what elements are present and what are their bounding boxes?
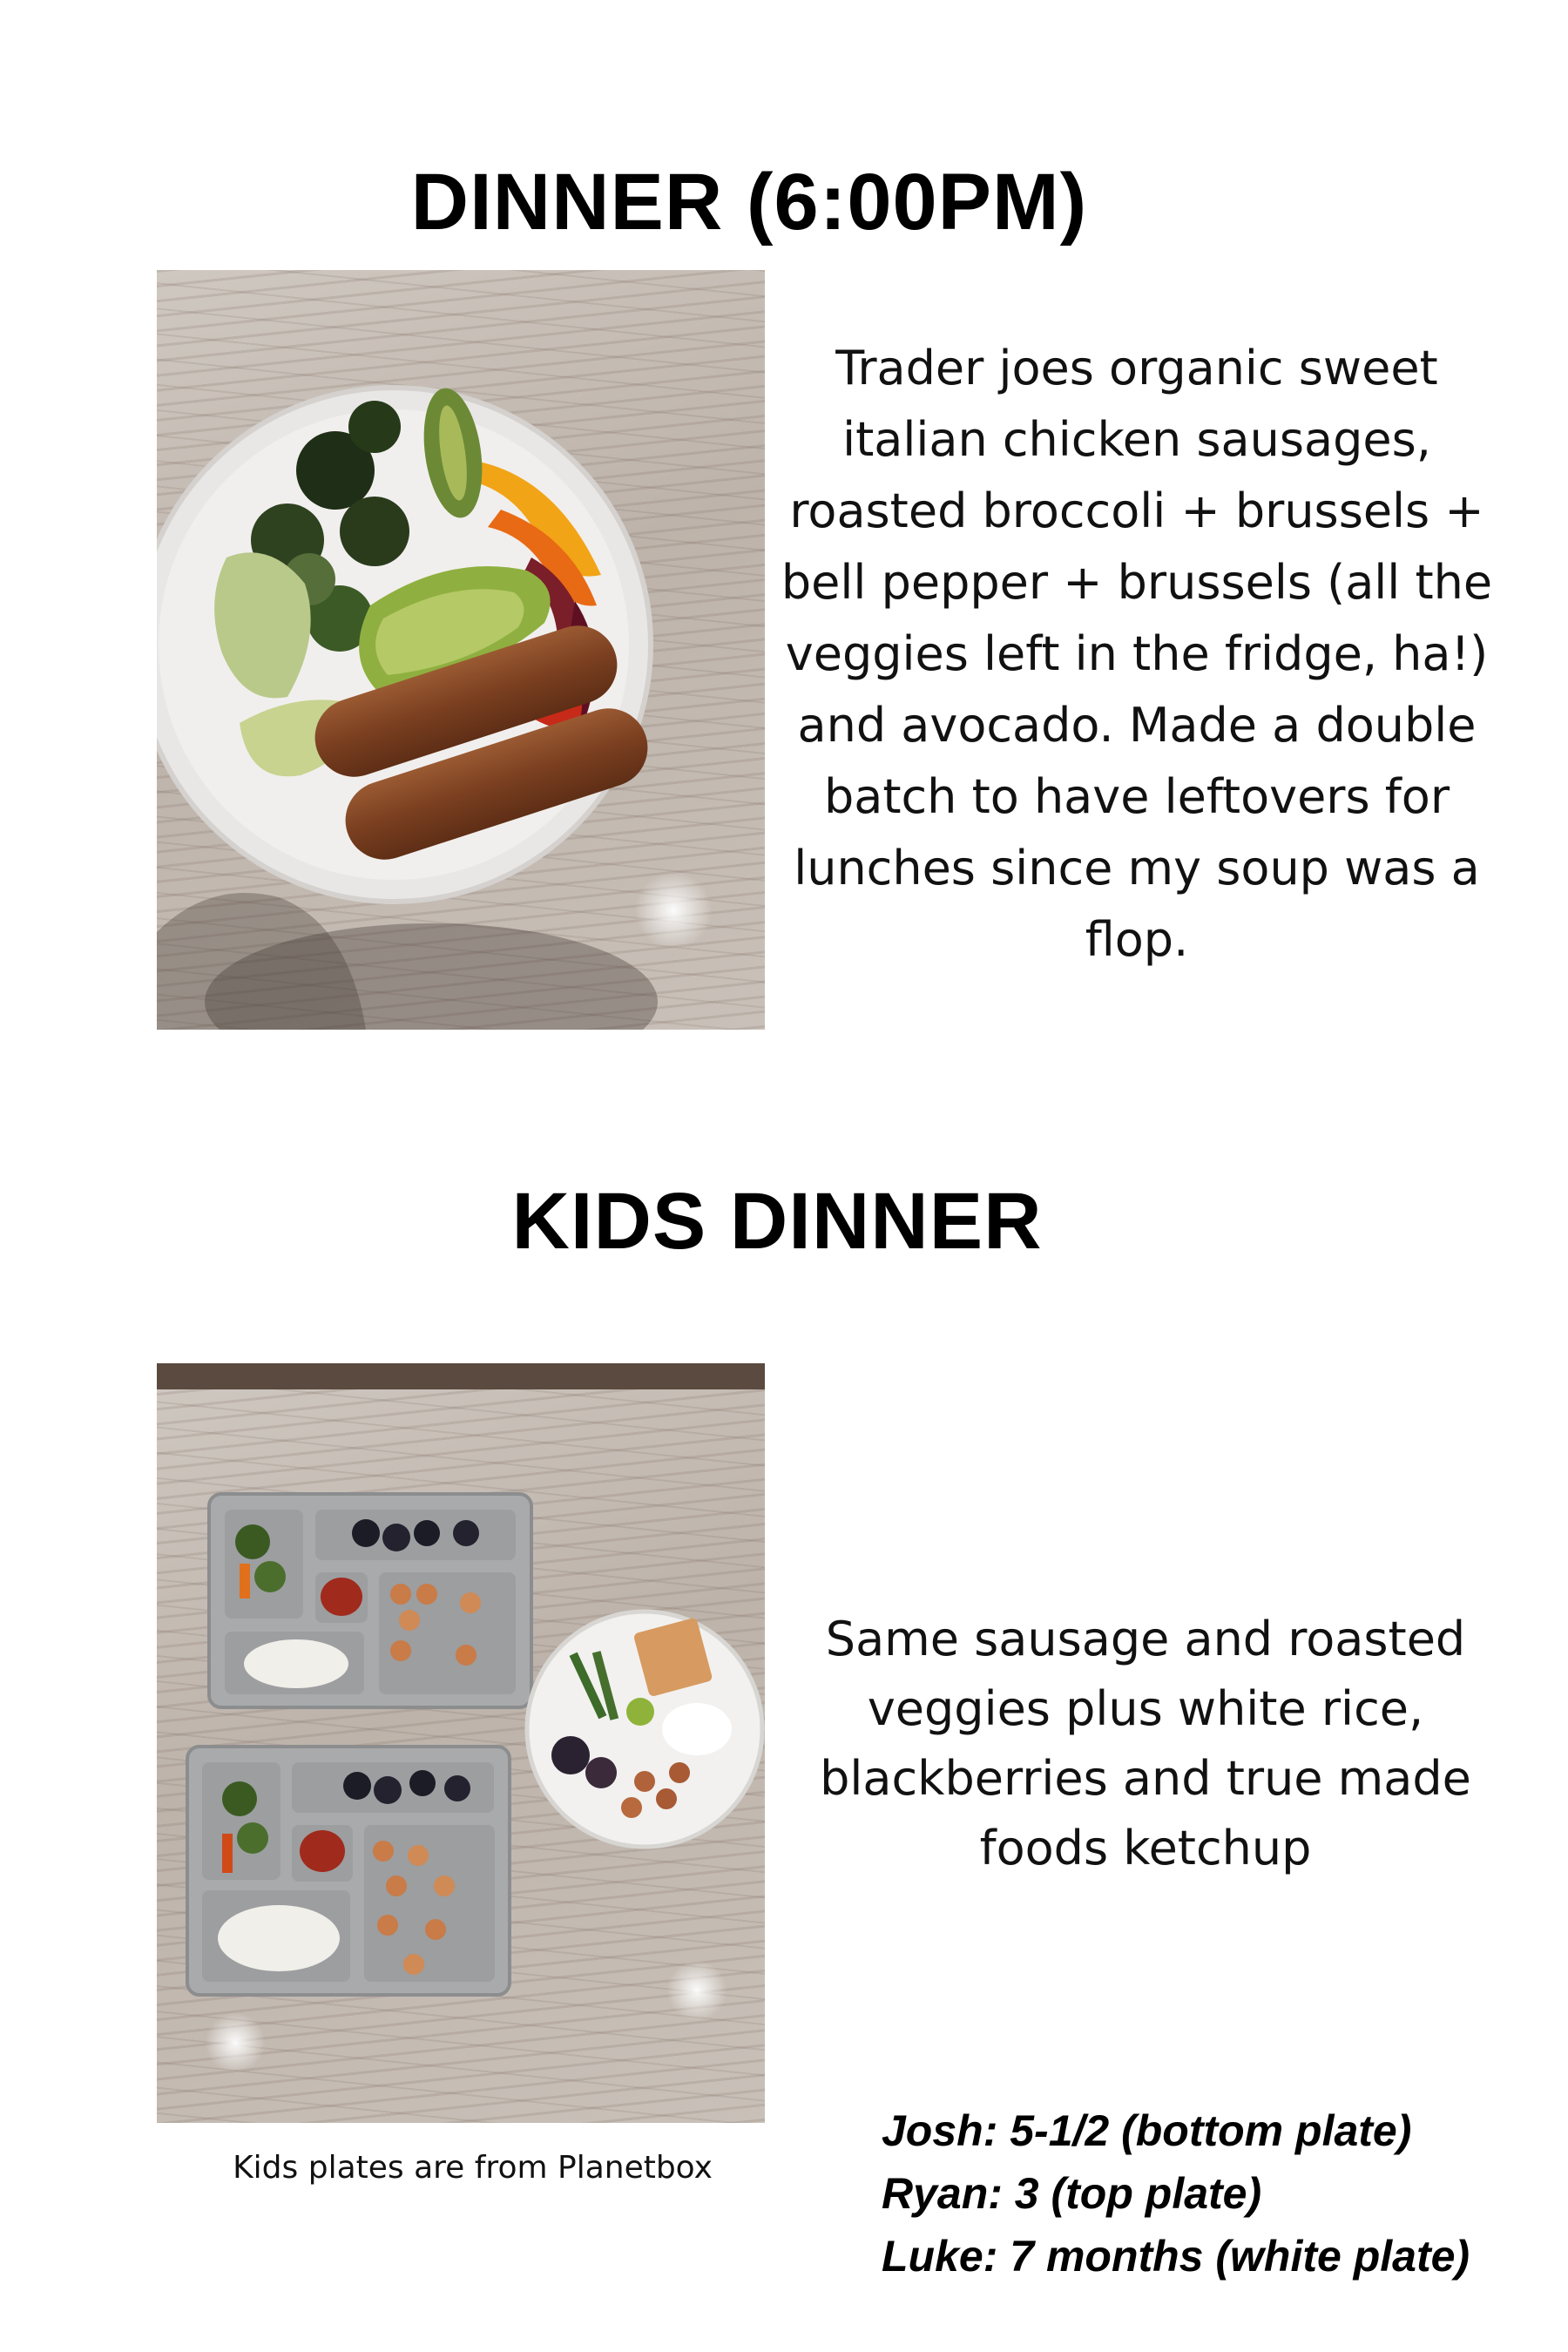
kids-plates-photo [157, 1363, 765, 2123]
light-reflection [634, 871, 713, 950]
kids-dinner-description: Same sausage and roasted veggies plus white rice, blackberries and true made foods ketchup [820, 1612, 1471, 1876]
kids-dinner-heading: KIDS DINNER [511, 1177, 1043, 1266]
dinner-heading: DINNER (6:00PM) [410, 158, 1088, 247]
dinner-description: Trader joes organic sweet italian chicken sausages, roasted broccoli + brussels + bell pepper + brussels (all the veggies left in the fridge, ha!) and avocado. Made a double batch to have leftovers for lunches since my soup was a flop. [781, 341, 1493, 967]
light-reflection [666, 1960, 727, 2021]
light-reflection [205, 2012, 266, 2073]
dinner-plate-photo [157, 270, 765, 1030]
top-plate [209, 1494, 531, 1707]
kid-age-josh: Josh: 5-1/2 (bottom plate) [882, 2106, 1412, 2155]
kid-age-ryan: Ryan: 3 (top plate) [882, 2169, 1262, 2218]
white-plate [527, 1612, 762, 1847]
kid-age-luke: Luke: 7 months (white plate) [882, 2232, 1470, 2281]
kids-ages-list [882, 2099, 1561, 2288]
photo-caption: Kids plates are from Planetbox [233, 2150, 713, 2186]
bottom-plate [187, 1747, 510, 1995]
